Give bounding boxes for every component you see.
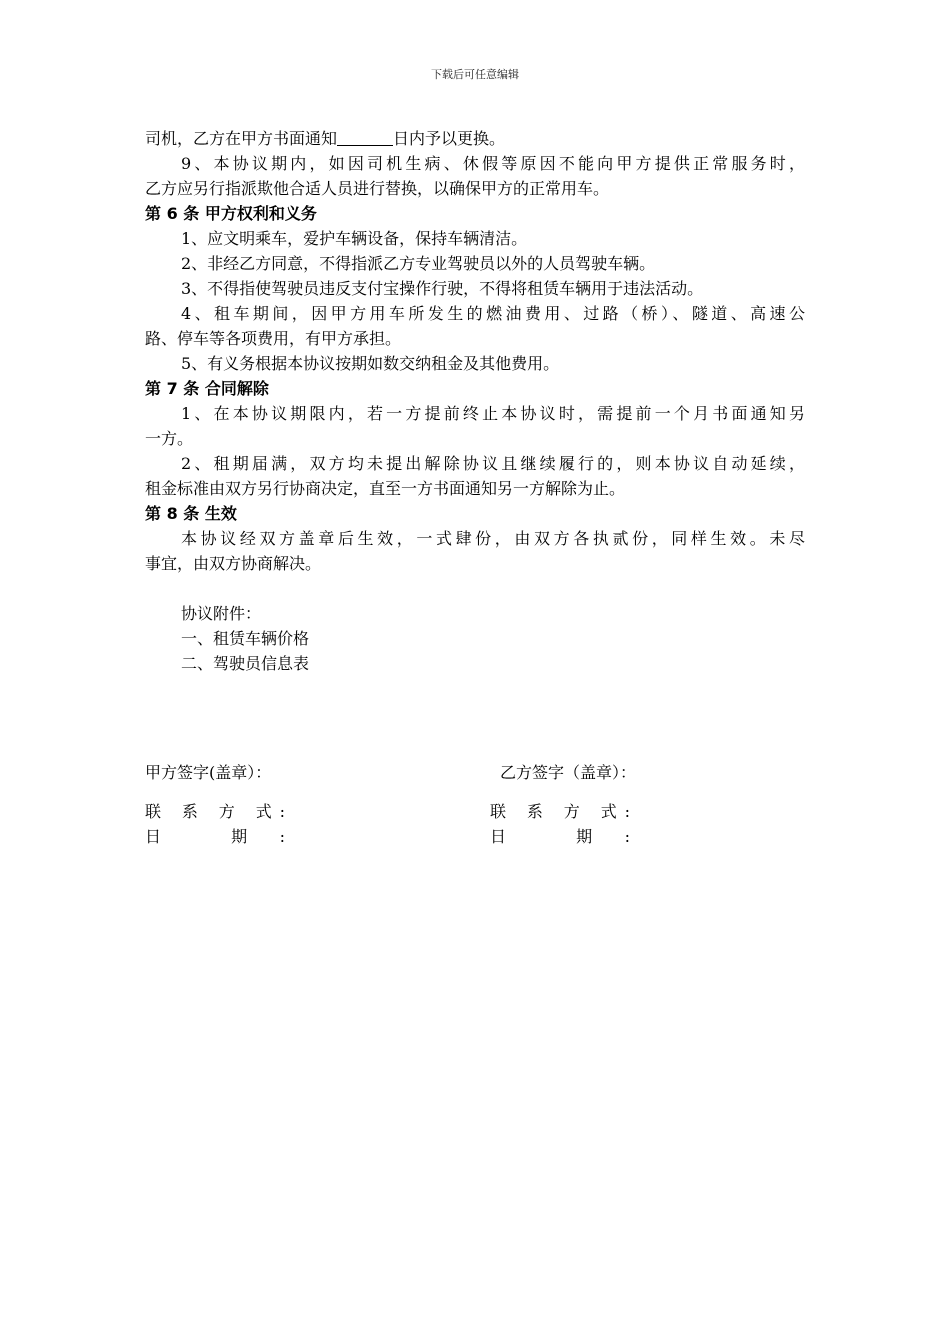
party-b-contact-label: 联 系 方 式: [490,802,630,821]
party-a-date-label: 日 期: [145,827,285,846]
party-b-signature-block [490,760,636,849]
article-7-item-1-line-1: 1、在本协议期限内，若一方提前终止本协议时，需提前一个月书面通知另 [181,404,805,423]
article-6-item-2: 2、非经乙方同意，不得指派乙方专业驾驶员以外的人员驾驶车辆。 [181,254,656,273]
article-7-item-2-line-2: 租金标准由双方另行协商决定，直至一方书面通知另一方解除为止。 [145,479,626,498]
article-6-item-1: 1、应文明乘车，爱护车辆设备，保持车辆清洁。 [181,229,528,248]
article-7-heading: 第 7 条 合同解除 [145,379,269,398]
party-a-contact-label: 联 系 方 式: [145,802,285,821]
clause-9-line-1: 9、本协议期内，如因司机生病、休假等原因不能向甲方提供正常服务时， [181,154,805,173]
article-6-item-3: 3、不得指使驾驶员违反支付宝操作行驶，不得将租赁车辆用于违法活动。 [181,279,704,298]
party-a-signature-block [145,760,285,849]
clause-9-line-2: 乙方应另行指派欺他合适人员进行替换，以确保甲方的正常用车。 [145,179,610,198]
spacer [145,576,805,601]
article-8-line-2: 事宜，由双方协商解决。 [145,554,322,573]
article-8-line-1: 本协议经双方盖章后生效，一式肆份，由双方各执贰份，同样生效。未尽 [181,529,805,548]
attachments-label: 协议附件： [181,604,262,623]
party-a-signature-title: 甲方签字(盖章）： [145,763,272,782]
article-7-item-2-line-1: 2、租期届满，双方均未提出解除协议且继续履行的，则本协议自动延续， [181,454,805,473]
party-b-signature-title: 乙方签字（盖章）： [500,763,637,782]
page-header: 下载后可任意编辑 [431,68,519,81]
article-8-heading: 第 8 条 生效 [145,504,237,523]
driver-replacement-line: 司机，乙方在甲方书面通知 日内予以更换。 [145,129,506,148]
article-6-item-4-line-1: 4、租车期间，因甲方用车所发生的燃油费用、过路（桥）、隧道、高速公 [181,304,805,323]
attachment-item-1: 一、租赁车辆价格 [181,629,310,648]
article-7-item-1-line-2: 一方。 [145,429,194,448]
document-body [145,126,805,676]
article-6-item-5: 5、有义务根据本协议按期如数交纳租金及其他费用。 [181,354,560,373]
article-6-heading: 第 6 条 甲方权利和义务 [145,204,317,223]
party-b-date-label: 日 期: [490,827,630,846]
attachment-item-2: 二、驾驶员信息表 [181,654,310,673]
days-blank-field [337,129,393,146]
article-6-item-4-line-2: 路、停车等各项费用，有甲方承担。 [145,329,402,348]
